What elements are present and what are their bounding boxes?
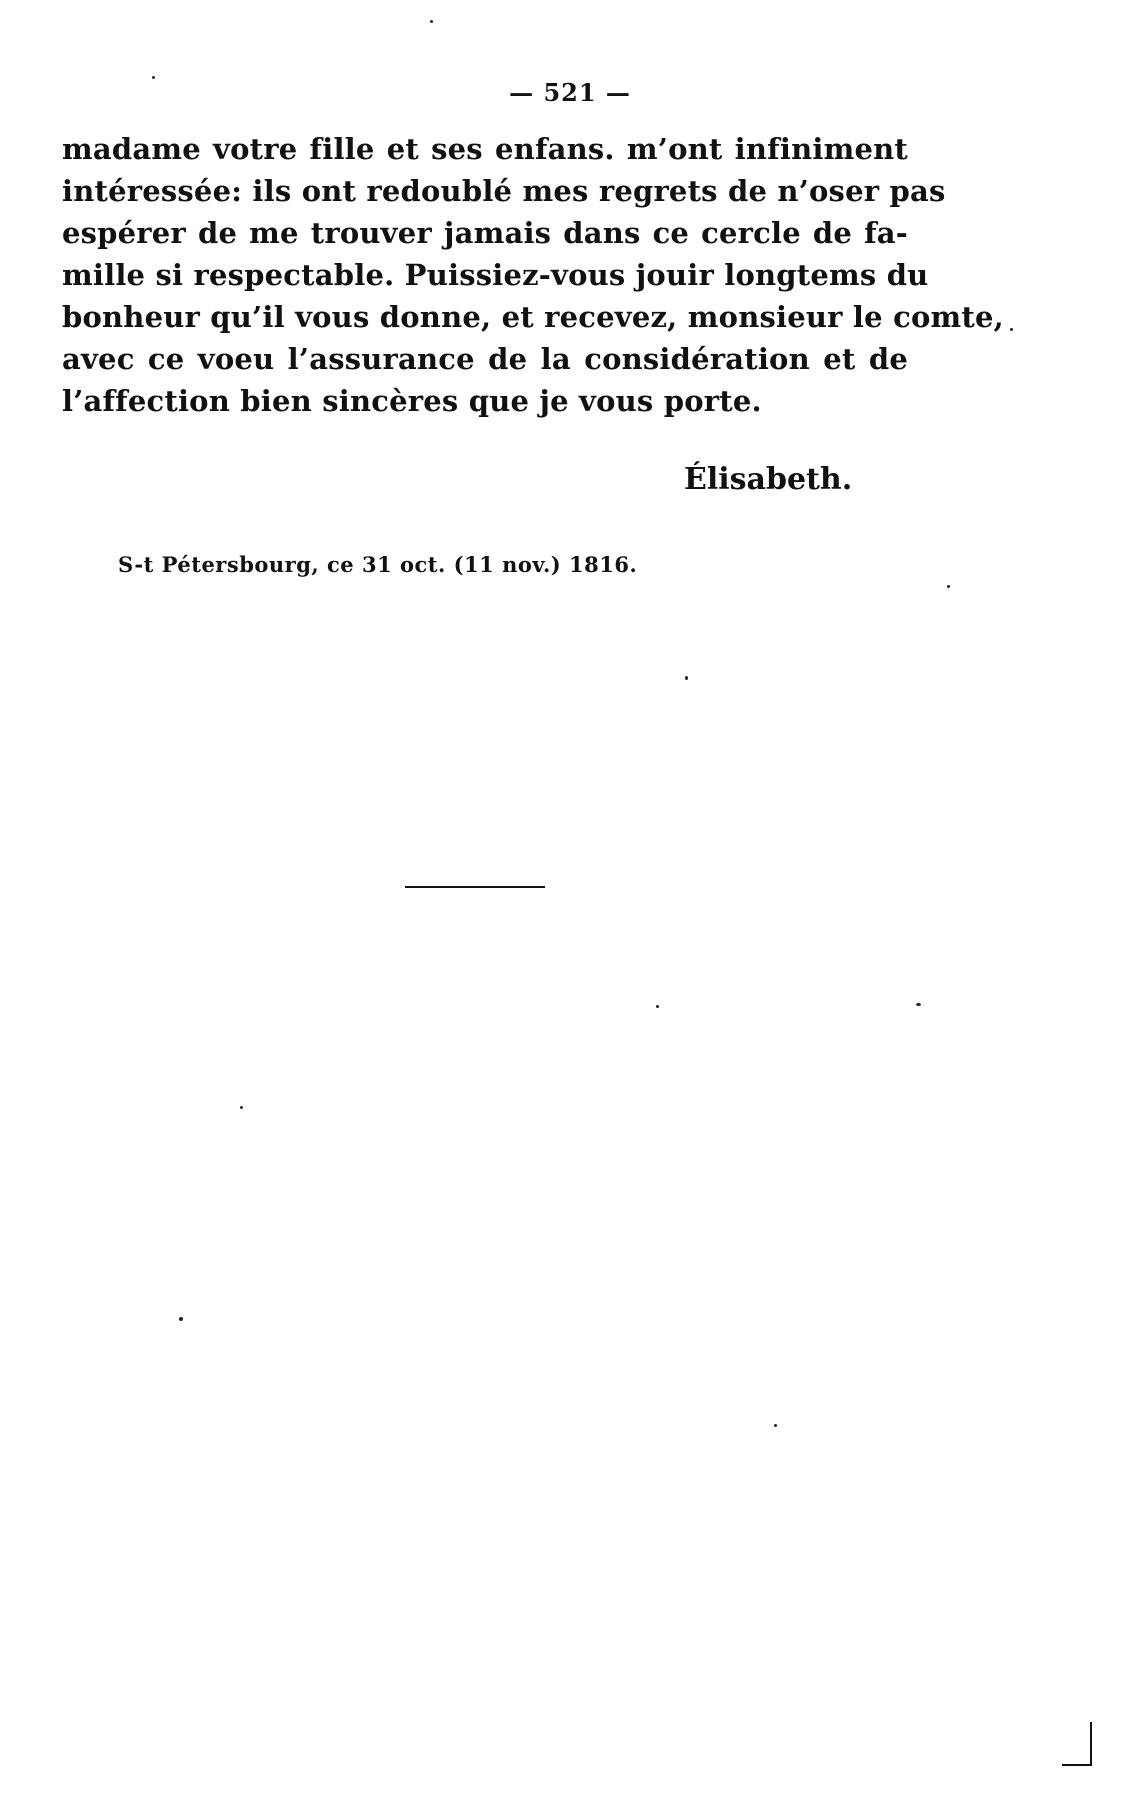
print-speck [656, 1005, 659, 1008]
print-speck [947, 585, 950, 588]
signature: Élisabeth. [684, 462, 853, 497]
print-speck [430, 20, 433, 23]
dateline: S-t Pétersbourg, ce 31 oct. (11 nov.) 1816. [118, 552, 638, 577]
print-speck [685, 676, 688, 680]
text-line: mille si respectable. Puissiez-vous jouir longtems du [62, 258, 929, 292]
print-speck [240, 1106, 243, 1109]
text-line: bonheur qu’il vous donne, et recevez, monsieur le comte, [62, 300, 1004, 334]
letter-body [62, 128, 1004, 422]
print-speck [916, 1003, 921, 1006]
print-speck [1010, 328, 1013, 331]
section-divider [405, 886, 545, 888]
text-line: intéressée: ils ont redoublé mes regrets de n’oser pas [62, 174, 946, 208]
corner-mark [1062, 1722, 1092, 1766]
text-line: espérer de me trouver jamais dans ce cercle de fa- [62, 216, 908, 250]
print-speck [774, 1424, 777, 1427]
text-line: l’affection bien sincères que je vous porte. [62, 384, 762, 418]
text-line: madame votre fille et ses enfans. m’ont infiniment [62, 132, 908, 166]
text-line: avec ce voeu l’assurance de la considération et de [62, 342, 908, 376]
page-number: — 521 — [509, 78, 631, 107]
print-speck [152, 76, 155, 79]
print-speck [179, 1317, 183, 1321]
